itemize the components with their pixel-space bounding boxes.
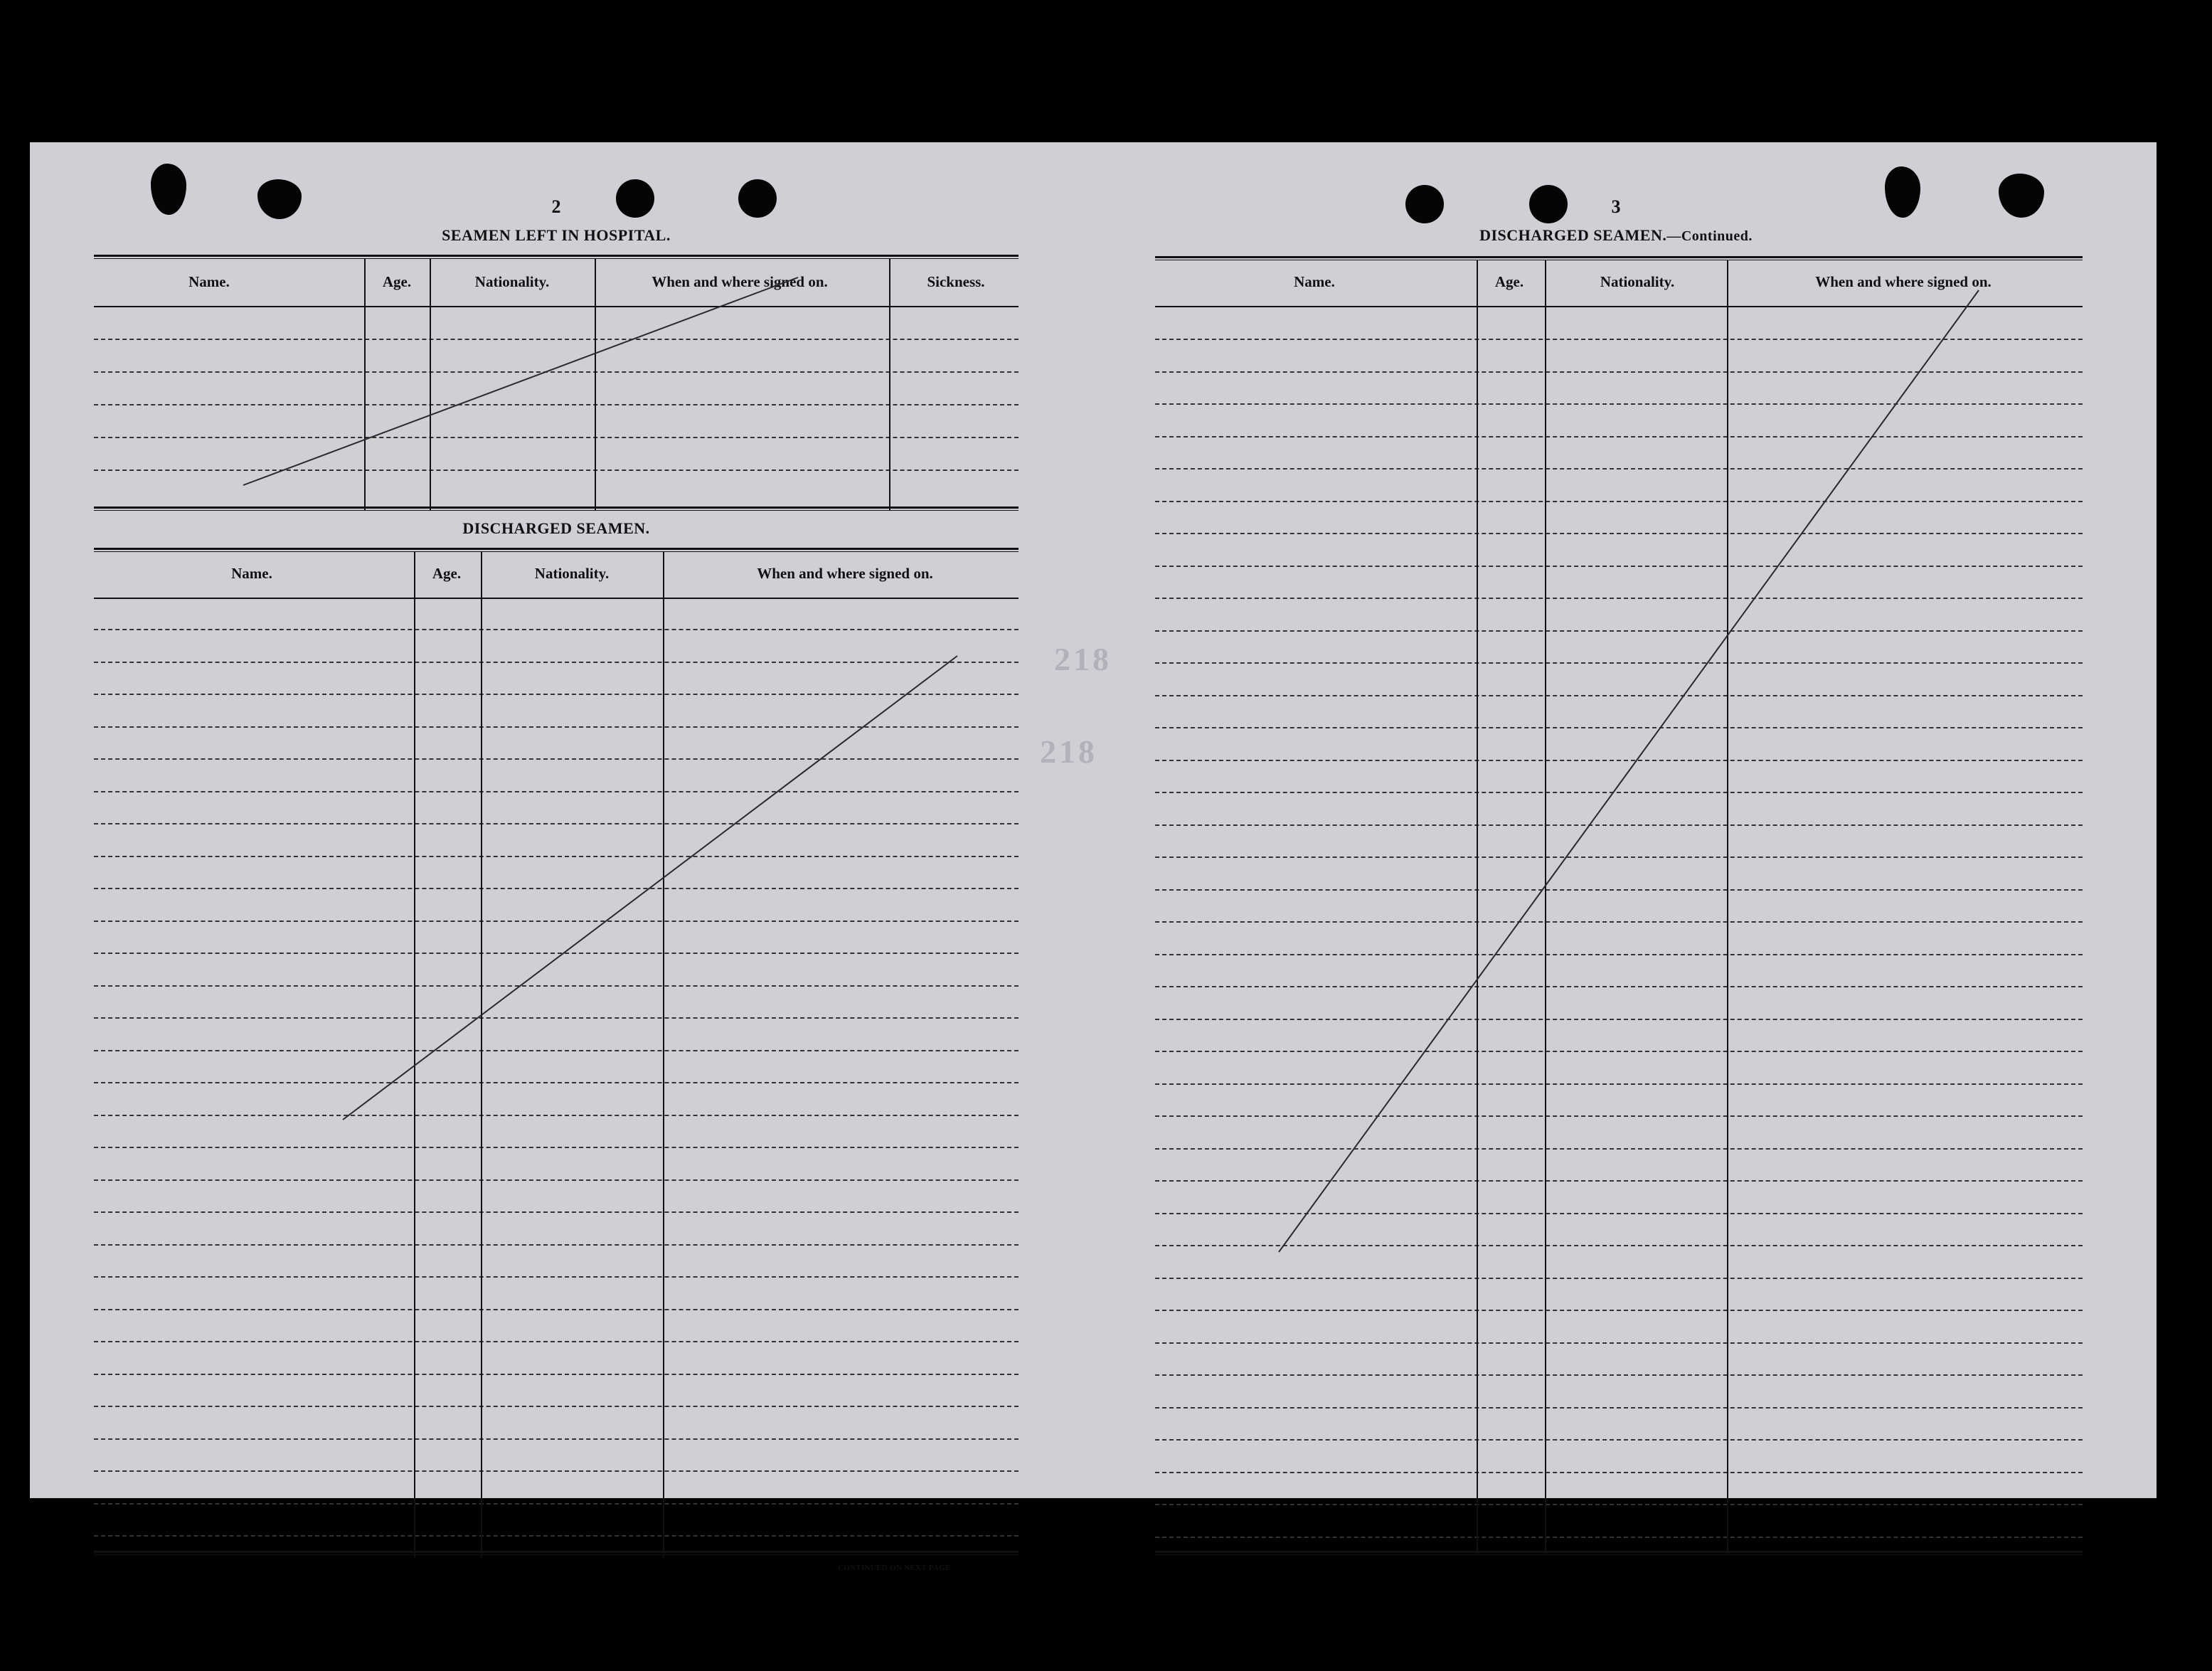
archive-stamp: 218 bbox=[1054, 641, 1112, 677]
discharged-cancel-stroke bbox=[343, 656, 957, 1120]
discharged-cont-col-nationality: Nationality. bbox=[1600, 273, 1675, 290]
discharged-col-name: Name. bbox=[231, 565, 272, 582]
hospital-col-nationality: Nationality. bbox=[474, 273, 550, 290]
discharged-col-signed-on: When and where signed on. bbox=[757, 565, 933, 582]
hospital-col-sickness: Sickness. bbox=[927, 273, 985, 290]
page-number-right: 3 bbox=[1611, 196, 1621, 217]
hospital-cancel-stroke bbox=[243, 277, 798, 485]
discharged-bottom-rule bbox=[94, 1551, 1019, 1555]
table-row-line bbox=[94, 1535, 1019, 1537]
cancellation-strokes bbox=[30, 142, 2157, 1498]
discharged-col-nationality: Nationality. bbox=[534, 565, 610, 582]
hospital-section-title: SEAMEN LEFT IN HOSPITAL. bbox=[442, 226, 671, 244]
hospital-col-age: Age. bbox=[382, 273, 412, 290]
hospital-col-name: Name. bbox=[188, 273, 230, 290]
archive-stamp: 218 bbox=[1040, 733, 1097, 770]
page-number-left: 2 bbox=[551, 196, 561, 217]
table-row-line bbox=[1155, 1537, 2083, 1538]
discharged-cont-bottom-rule bbox=[1155, 1551, 2083, 1555]
document-sheet bbox=[30, 142, 2157, 1572]
discharged-cont-col-signed-on: When and where signed on. bbox=[1815, 273, 1992, 290]
discharged-section-title: DISCHARGED SEAMEN. bbox=[462, 519, 650, 537]
discharged-cont-cancel-stroke bbox=[1279, 290, 1979, 1252]
discharged-cont-col-age: Age. bbox=[1494, 273, 1524, 290]
discharged-cont-col-name: Name. bbox=[1294, 273, 1335, 290]
discharged-col-age: Age. bbox=[432, 565, 462, 582]
table-row-line bbox=[94, 1503, 1019, 1505]
hospital-col-signed-on: When and where signed on. bbox=[652, 273, 828, 290]
discharged-cont-title-text: DISCHARGED SEAMEN. bbox=[1479, 226, 1667, 244]
continued-note: CONTINUED ON NEXT PAGE. bbox=[838, 1564, 953, 1572]
discharged-cont-continued: —Continued. bbox=[1666, 228, 1753, 244]
table-row-line bbox=[1155, 1504, 2083, 1505]
